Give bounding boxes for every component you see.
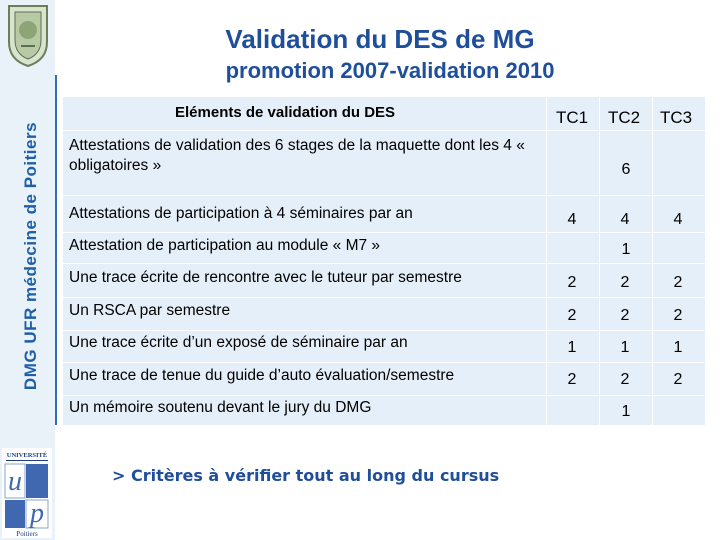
row-divider bbox=[63, 263, 705, 264]
row-merged-value: 1 bbox=[621, 403, 631, 420]
row-tc3-value: 2 bbox=[673, 371, 683, 388]
logo-university-text: UNIVERSITÉ bbox=[6, 452, 48, 459]
column-divider bbox=[652, 97, 653, 425]
row-divider bbox=[63, 330, 705, 331]
row-divider bbox=[63, 362, 705, 363]
row-tc1-value: 2 bbox=[567, 307, 577, 324]
sidebar-vertical-label: DMG UFR médecine de Poitiers bbox=[21, 121, 40, 391]
header-tc1: TC1 bbox=[556, 108, 589, 127]
row-tc2-value: 1 bbox=[620, 339, 630, 356]
page-subtitle: promotion 2007-validation 2010 bbox=[225, 58, 555, 83]
row-tc2-value: 2 bbox=[620, 371, 630, 388]
row-tc2-value: 2 bbox=[620, 274, 630, 291]
row-divider bbox=[63, 297, 705, 298]
row-merged-value: 6 bbox=[621, 161, 631, 178]
logo-city-text: Poitiers bbox=[16, 530, 38, 538]
header-tc2: TC2 bbox=[608, 108, 641, 127]
criteria-note: > Critères à vérifier tout au long du cursus bbox=[112, 466, 500, 485]
page-title: Validation du DES de MG bbox=[225, 24, 535, 54]
sidebar-divider bbox=[55, 75, 57, 425]
row-label: Une trace de tenue du guide d’auto évaluation/semestre bbox=[69, 367, 455, 384]
row-label: Attestations de participation à 4 séminaires par an bbox=[69, 205, 413, 222]
row-merged-value: 1 bbox=[621, 241, 631, 258]
logo-letter-u: u bbox=[8, 466, 22, 497]
row-tc2-value: 4 bbox=[620, 211, 630, 228]
faculty-crest-icon bbox=[3, 2, 53, 68]
university-logo bbox=[2, 448, 52, 538]
column-divider bbox=[599, 97, 600, 425]
header-tc3: TC3 bbox=[660, 108, 693, 127]
row-label: Une trace écrite d’un exposé de séminaire par an bbox=[69, 334, 408, 351]
row-divider bbox=[63, 195, 705, 196]
row-tc1-value: 2 bbox=[567, 274, 577, 291]
row-tc3-value: 2 bbox=[673, 274, 683, 291]
row-tc3-value: 4 bbox=[673, 211, 683, 228]
row-tc1-value: 1 bbox=[567, 339, 577, 356]
row-tc1-value: 2 bbox=[567, 371, 577, 388]
logo-letter-p: p bbox=[30, 498, 44, 529]
row-label: Attestations de validation des 6 stages de la maquette dont les 4 « obligatoires » bbox=[69, 137, 525, 174]
header-elements: Eléments de validation du DES bbox=[175, 104, 396, 121]
row-label: Un mémoire soutenu devant le jury du DMG bbox=[69, 399, 372, 416]
row-tc3-value: 2 bbox=[673, 307, 683, 324]
row-tc2-value: 2 bbox=[620, 307, 630, 324]
row-tc3-value: 1 bbox=[673, 339, 683, 356]
row-label: Une trace écrite de rencontre avec le tuteur par semestre bbox=[69, 269, 462, 286]
row-divider bbox=[63, 130, 705, 131]
row-label: Un RSCA par semestre bbox=[69, 302, 231, 319]
row-label: Attestation de participation au module « M7 » bbox=[69, 237, 381, 254]
row-divider bbox=[63, 395, 705, 396]
row-divider bbox=[63, 232, 705, 233]
row-tc1-value: 4 bbox=[567, 211, 577, 228]
column-divider bbox=[546, 97, 547, 425]
